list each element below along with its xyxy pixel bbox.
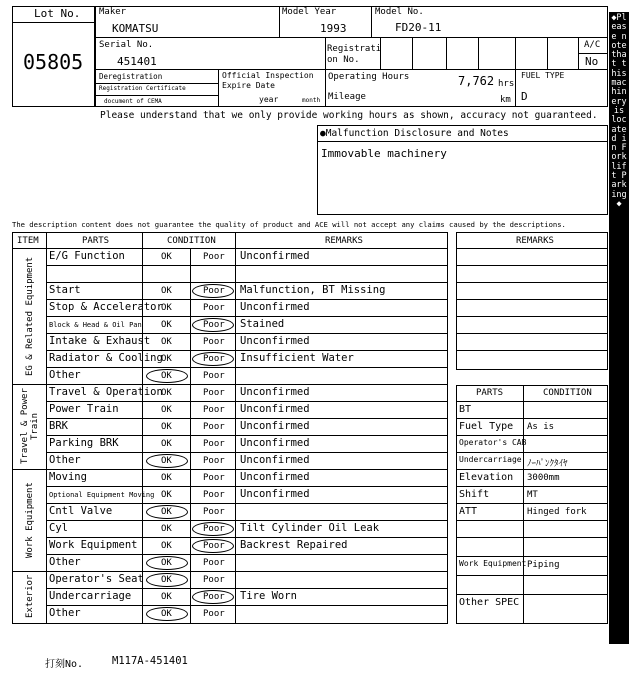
ok-option: OK xyxy=(161,524,172,534)
operating-hours-label: Operating Hours xyxy=(328,72,410,82)
poor-option: Poor xyxy=(203,252,225,262)
lot-number: 05805 xyxy=(23,50,84,74)
parts-header: PARTS xyxy=(82,236,110,246)
ok-option: OK xyxy=(161,405,172,415)
ok-option: OK xyxy=(161,558,172,568)
row-part-label: Other xyxy=(49,556,81,568)
registration-certificate-label: Registration Certificate xyxy=(99,85,186,92)
ok-option: OK xyxy=(161,507,172,517)
row-remark: Unconfirmed xyxy=(240,403,310,415)
row-part-label: Radiator & Cooling xyxy=(49,352,163,364)
poor-option: Poor xyxy=(203,575,225,585)
poor-selected-mark xyxy=(192,352,234,366)
ok-option: OK xyxy=(161,473,172,483)
spec-condition-value: Piping xyxy=(527,560,560,570)
model-no-label: Model No. xyxy=(375,7,424,17)
row-part-label: Power Train xyxy=(49,403,119,415)
row-part-label: Stop & Accelerator xyxy=(49,301,163,313)
ac-value: No xyxy=(585,55,599,68)
remarks-right-header: REMARKS xyxy=(516,236,554,246)
spec-part-label: Work Equipment xyxy=(459,559,527,568)
ok-option: OK xyxy=(161,252,172,262)
category-label: EG & Related Equipment xyxy=(25,256,35,376)
poor-option: Poor xyxy=(203,439,225,449)
poor-option: Poor xyxy=(203,320,225,330)
ok-option: OK xyxy=(161,575,172,585)
row-remark: Unconfirmed xyxy=(240,335,310,347)
row-remark: Unconfirmed xyxy=(240,471,310,483)
poor-selected-mark xyxy=(192,539,234,553)
poor-option: Poor xyxy=(203,490,225,500)
spec-part-label: Fuel Type xyxy=(459,421,514,432)
row-remark: Unconfirmed xyxy=(240,454,310,466)
row-part-label: Undercarriage xyxy=(49,590,132,602)
ok-option: OK xyxy=(161,303,172,313)
serial-value: 451401 xyxy=(117,55,157,68)
row-remark: Tire Worn xyxy=(240,590,297,602)
location-notice-sidebar: ◆Please note that this machinery is located in Forklift Parking◆ xyxy=(609,12,629,644)
ok-selected-mark xyxy=(146,505,188,519)
poor-option: Poor xyxy=(203,507,225,517)
row-remark: Unconfirmed xyxy=(240,437,310,449)
row-part-label: Other xyxy=(49,607,81,619)
poor-selected-mark xyxy=(192,522,234,536)
poor-option: Poor xyxy=(203,524,225,534)
cema-label: document of CEMA xyxy=(104,98,162,105)
ok-selected-mark xyxy=(146,369,188,383)
hrs-label: hrs xyxy=(498,79,515,89)
model-no-value: FD20-11 xyxy=(395,21,442,34)
row-part-label: Other xyxy=(49,369,81,381)
poor-option: Poor xyxy=(203,388,225,398)
malfunction-title: ●Malfunction Disclosure and Notes xyxy=(320,128,509,139)
km-label: km xyxy=(500,95,511,105)
row-part-label: Travel & Operation xyxy=(49,386,163,398)
ok-option: OK xyxy=(161,490,172,500)
row-part-label: BRK xyxy=(49,420,68,432)
poor-selected-mark xyxy=(192,284,234,298)
ok-option: OK xyxy=(161,592,172,602)
row-remark: Malfunction, BT Missing xyxy=(240,284,386,296)
ok-option: OK xyxy=(161,541,172,551)
row-remark: Unconfirmed xyxy=(240,301,310,313)
poor-option: Poor xyxy=(203,422,225,432)
poor-selected-mark xyxy=(192,590,234,604)
spec-condition-value: As is xyxy=(527,422,555,432)
malfunction-text: Immovable machinery xyxy=(321,147,447,160)
row-part-label: E/G Function xyxy=(49,250,125,262)
fuel-type-value: D xyxy=(521,90,528,103)
mileage-label: Mileage xyxy=(328,92,366,102)
registration-label: Registrati on No. xyxy=(327,44,382,65)
poor-option: Poor xyxy=(203,354,225,364)
spec-part-label: Undercarriage xyxy=(459,455,522,464)
poor-option: Poor xyxy=(203,592,225,602)
inspection-label: Official Inspection Expire Date xyxy=(222,71,314,90)
row-part-label: Moving xyxy=(49,471,87,483)
row-part-label: Operator's Seat xyxy=(49,573,144,585)
row-part-label: Cyl xyxy=(49,522,68,534)
category-label: Work Equipment xyxy=(25,482,35,558)
spec-condition-value: ﾉｰﾊﾟﾝｸﾀｲﾔ xyxy=(527,459,568,469)
month-label: month xyxy=(302,97,321,104)
ok-option: OK xyxy=(161,439,172,449)
row-part-label: Other xyxy=(49,454,81,466)
working-hours-notice: Please understand that we only provide working hours as shown, accuracy not guaranteed. xyxy=(100,110,598,121)
spec-part-label: Elevation xyxy=(459,472,514,483)
category-label: Exterior xyxy=(25,574,35,619)
row-part-label: Optional Equipment Moving xyxy=(49,491,155,499)
poor-option: Poor xyxy=(203,405,225,415)
item-header: ITEM xyxy=(17,236,39,246)
spec-condition-value: 3000mm xyxy=(527,473,560,483)
spec-part-label: Shift xyxy=(459,489,490,500)
ok-option: OK xyxy=(161,609,172,619)
poor-option: Poor xyxy=(203,609,225,619)
ok-selected-mark xyxy=(146,556,188,570)
ac-label: A/C xyxy=(584,40,601,50)
row-remark: Unconfirmed xyxy=(240,488,310,500)
poor-option: Poor xyxy=(203,371,225,381)
row-remark: Insufficient Water xyxy=(240,352,354,364)
spec-condition-header: CONDITION xyxy=(543,388,592,398)
fuel-type-label: FUEL TYPE xyxy=(521,71,565,80)
ok-option: OK xyxy=(161,456,172,466)
ok-option: OK xyxy=(161,286,172,296)
ok-option: OK xyxy=(161,337,172,347)
deregistration-label: Deregistration xyxy=(99,72,163,81)
row-part-label: Parking BRK xyxy=(49,437,119,449)
maker-label: Maker xyxy=(99,7,127,17)
row-part-label: Start xyxy=(49,284,81,296)
row-remark: Tilt Cylinder Oil Leak xyxy=(240,522,380,534)
ok-option: OK xyxy=(161,354,172,364)
disclaimer: The description content does not guarantee the quality of product and ACE will not accept any claims caused by the descriptions. xyxy=(12,220,566,229)
spec-part-label: Operator's CAB xyxy=(459,438,527,447)
row-part-label: Block & Head & Oil Pan xyxy=(49,321,142,329)
poor-option: Poor xyxy=(203,286,225,296)
model-year-label: Model Year xyxy=(282,7,337,17)
poor-selected-mark xyxy=(192,318,234,332)
poor-option: Poor xyxy=(203,541,225,551)
poor-option: Poor xyxy=(203,473,225,483)
poor-option: Poor xyxy=(203,303,225,313)
remarks-header: REMARKS xyxy=(325,236,363,246)
year-label: year xyxy=(259,95,279,104)
poor-option: Poor xyxy=(203,456,225,466)
serial-label: Serial No. xyxy=(99,40,154,50)
category-label: Travel & Power Train xyxy=(20,388,40,465)
row-remark: Unconfirmed xyxy=(240,386,310,398)
ok-option: OK xyxy=(161,320,172,330)
spec-part-label: BT xyxy=(459,404,472,415)
spec-condition-value: Hinged fork xyxy=(527,507,587,517)
row-part-label: Intake & Exhaust xyxy=(49,335,151,347)
condition-header: CONDITION xyxy=(167,236,216,246)
operating-hours-value: 7,762 xyxy=(458,74,495,88)
poor-option: Poor xyxy=(203,337,225,347)
stamp-no-value: M117A-451401 xyxy=(112,655,188,667)
model-year-value: 1993 xyxy=(320,22,347,35)
spec-condition-value: MT xyxy=(527,490,538,500)
ok-selected-mark xyxy=(146,454,188,468)
ok-option: OK xyxy=(161,371,172,381)
spec-part-label: ATT xyxy=(459,506,478,517)
ok-selected-mark xyxy=(146,573,188,587)
row-part-label: Cntl Valve xyxy=(49,505,113,517)
row-remark: Stained xyxy=(240,318,285,330)
spec-parts-header: PARTS xyxy=(476,388,504,398)
lot-label: Lot No. xyxy=(34,7,81,20)
ok-selected-mark xyxy=(146,607,188,621)
row-remark: Unconfirmed xyxy=(240,250,310,262)
ok-option: OK xyxy=(161,422,172,432)
row-remark: Backrest Repaired xyxy=(240,539,348,551)
ok-option: OK xyxy=(161,388,172,398)
spec-part-label: Other SPEC xyxy=(459,597,520,608)
row-part-label: Work Equipment xyxy=(49,539,138,551)
poor-option: Poor xyxy=(203,558,225,568)
row-remark: Unconfirmed xyxy=(240,420,310,432)
maker-value: KOMATSU xyxy=(112,22,159,35)
stamp-no-label: 打刻No. xyxy=(45,659,84,670)
